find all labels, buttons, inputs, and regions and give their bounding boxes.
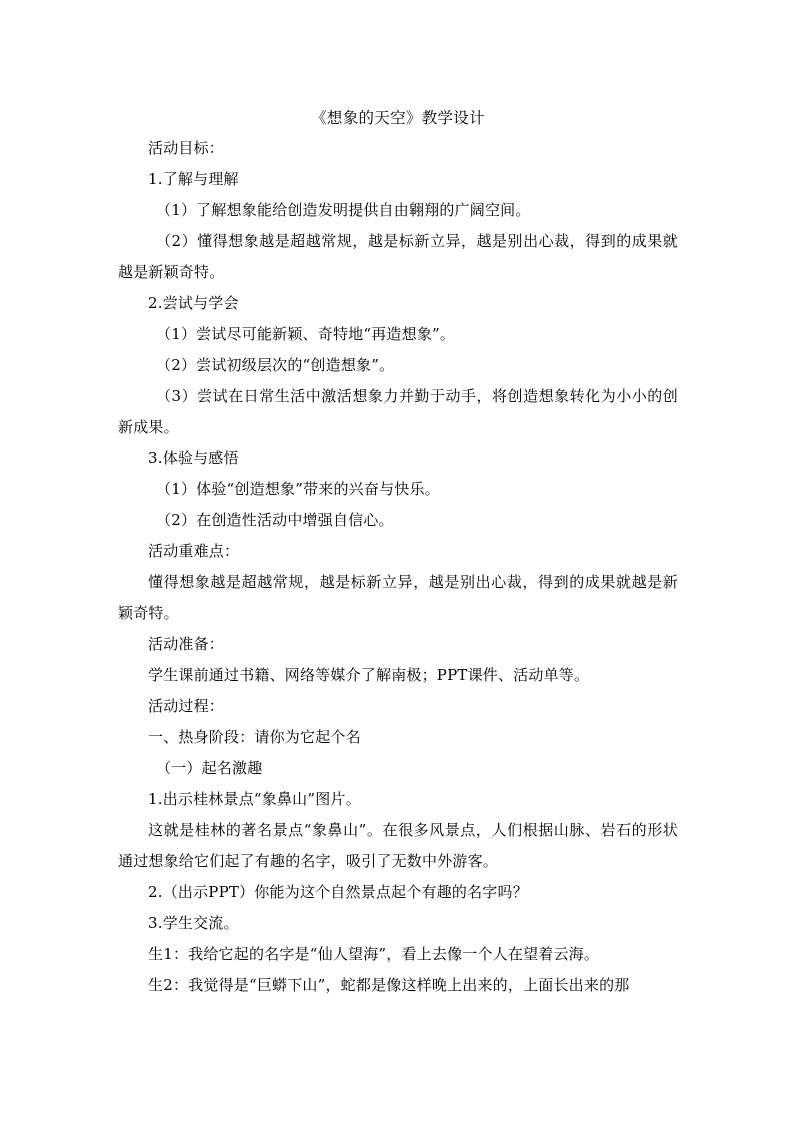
- paragraph: 这就是桂林的著名景点“象鼻山”。在很多风景点，人们根据山脉、岩石的形状通过想象给它们起了有趣的名字，吸引了无数中外游客。: [118, 821, 678, 870]
- paragraph: （3）尝试在日常生活中激活想象力并勤于动手，将创造想象转化为小小的创新成果。: [118, 387, 678, 436]
- paragraph: 活动过程：: [148, 697, 225, 715]
- paragraph: 1.出示桂林景点“象鼻山”图片。: [148, 790, 361, 808]
- paragraph: 1.了解与理解: [148, 170, 239, 188]
- paragraph: （2）尝试初级层次的“创造想象”。: [156, 356, 395, 374]
- paragraph: （2）懂得想象越是超越常规，越是标新立异，越是别出心裁，得到的成果就越是新颖奇特。: [118, 232, 678, 281]
- paragraph: （一）起名激趣: [156, 759, 263, 777]
- document-title: 《想象的天空》教学设计: [311, 109, 485, 127]
- paragraph: 懂得想象越是超越常规，越是标新立异，越是别出心裁，得到的成果就越是新颖奇特。: [118, 573, 678, 622]
- paragraph: （1）了解想象能给创造发明提供自由翱翔的广阔空间。: [156, 201, 531, 219]
- document-page: [118, 104, 678, 1001]
- paragraph: 活动准备：: [148, 635, 225, 653]
- document-body: [118, 133, 678, 1001]
- paragraph: 一、热身阶段：请你为它起个名: [148, 728, 361, 746]
- paragraph: 活动重难点：: [148, 542, 240, 560]
- paragraph: 3.学生交流。: [148, 914, 239, 932]
- paragraph: 2.尝试与学会: [148, 294, 239, 312]
- paragraph: 活动目标：: [148, 139, 225, 157]
- paragraph: 生2：我觉得是“巨蟒下山”，蛇都是像这样晚上出来的，上面长出来的那: [148, 976, 630, 994]
- paragraph: （1）尝试尽可能新颖、奇特地“再造想象”。: [156, 325, 456, 343]
- paragraph: （1）体验“创造想象”带来的兴奋与快乐。: [156, 480, 440, 498]
- paragraph: 3.体验与感悟: [148, 449, 239, 467]
- paragraph: 学生课前通过书籍、网络等媒介了解南极；PPT课件、活动单等。: [148, 666, 590, 684]
- paragraph: 2.（出示PPT）你能为这个自然景点起个有趣的名字吗？: [148, 883, 528, 901]
- paragraph: 生1：我给它起的名字是“仙人望海”，看上去像一个人在望着云海。: [148, 945, 600, 963]
- paragraph: （2）在创造性活动中增强自信心。: [156, 511, 394, 529]
